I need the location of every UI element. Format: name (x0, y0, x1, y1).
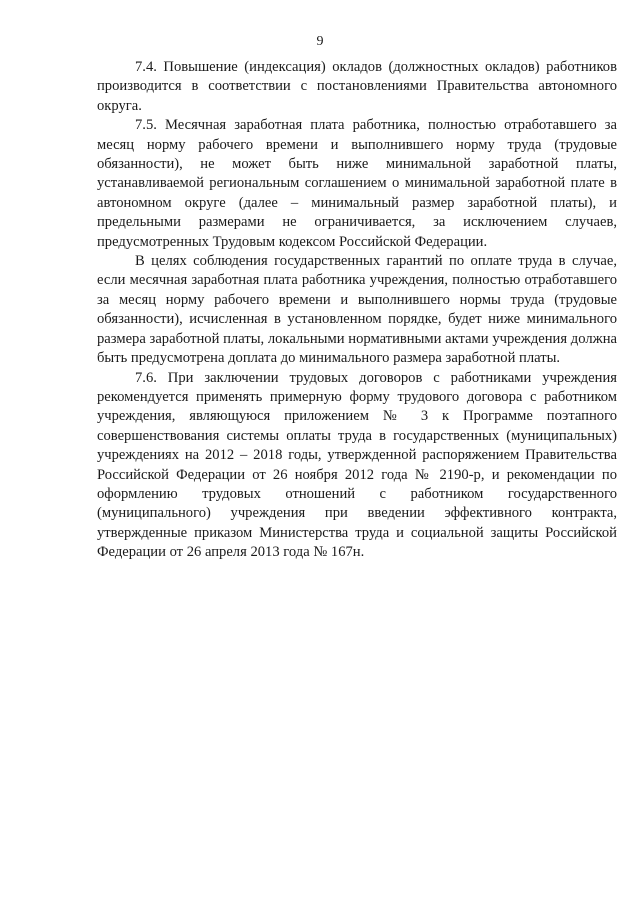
document-body (97, 58, 617, 563)
paragraph-7-6: 7.6. При заключении трудовых договоров с работниками учреждения рекомендуется применять примерную форму трудового договора с работником учреждения, являющуюся приложением № 3 к Программе поэтапного совершенствования системы оплаты труда в государственных (муниципальных) учреждениях на 2012 – 2018 годы, утвержденной распоряжением Правительства Российской Федерации от 26 ноября 2012 года № 2190-р, и рекомендации по оформлению трудовых отношений с работником государственного (муниципального) учреждения при введении эффективного контракта, утвержденные приказом Министерства труда и социальной защиты Российской Федерации от 26 апреля 2013 года № 167н. (97, 369, 617, 561)
paragraph-7-5-guarantees: В целях соблюдения государственных гарантий по оплате труда в случае, если месячная заработная плата работника учреждения, полностью отработавшего за месяц норму рабочего времени и выполнившего нормы труда (трудовые обязанности), исчисленная в установленном порядке, будет ниже минимального размера заработной платы, локальными нормативными актами учреждения должна быть предусмотрена доплата до минимального размера заработной платы. (97, 253, 617, 367)
paragraph-7-4: 7.4. Повышение (индексация) окладов (должностных окладов) работников производится в соответствии с постановлениями Правительства автономного округа. (97, 59, 617, 114)
page-number: 9 (316, 34, 324, 49)
paragraph-7-5: 7.5. Месячная заработная плата работника, полностью отработавшего за месяц норму рабочего времени и выполнившего норму труда (трудовые обязанности), не может быть ниже минимальной заработной платы, устанавливаемой региональным соглашением о минимальной заработной плате в автономном округе (далее – минимальный размер заработной платы), и предельными размерами не ограничивается, за исключением случаев, предусмотренных Трудовым кодексом Российской Федерации. (97, 117, 617, 250)
